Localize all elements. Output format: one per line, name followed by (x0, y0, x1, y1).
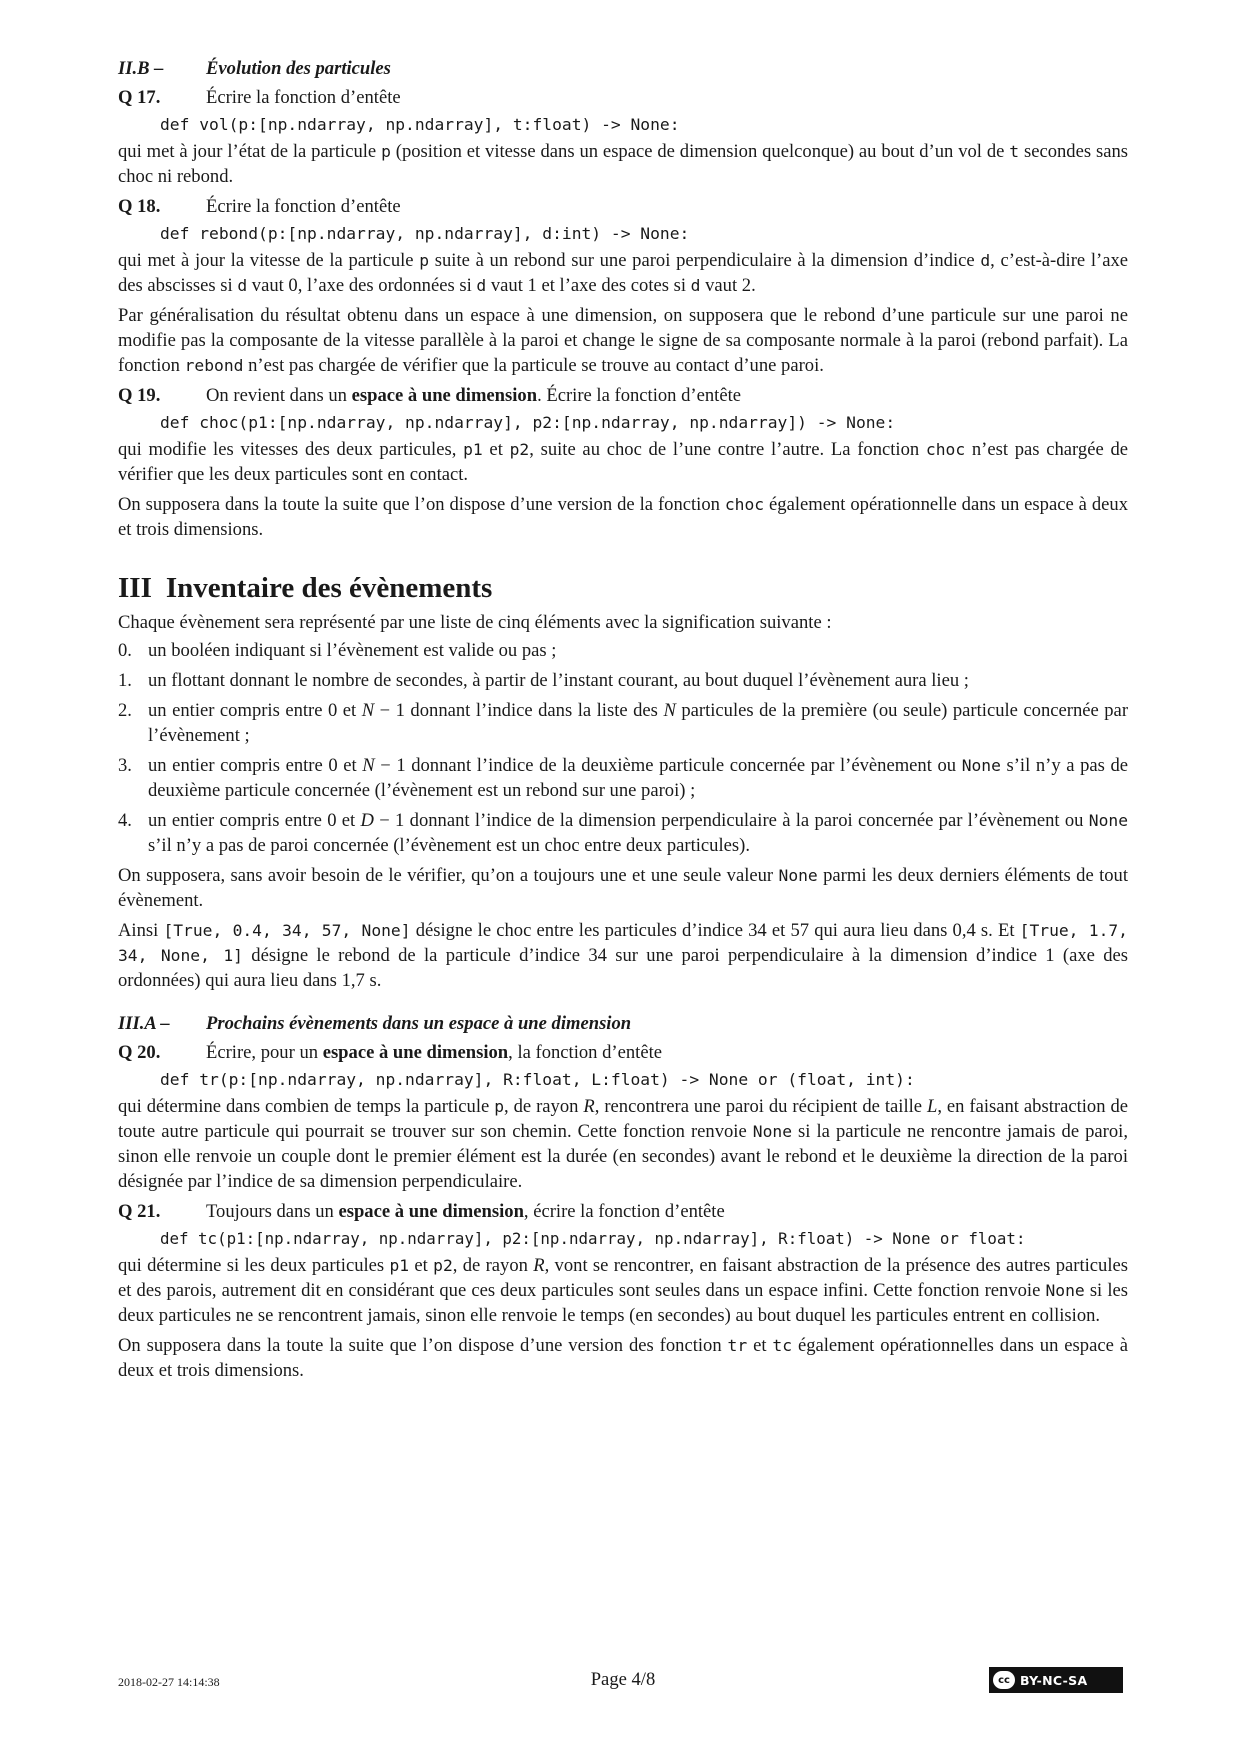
paragraph: Par généralisation du résultat obtenu dans un espace à une dimension, on supposera que le rebond d’une particule sur une paroi ne modifie pas la composante de la vitesse parallèle à la paroi et change le signe de sa composante normale à la paroi (rebond parfait). La fonction rebond n’est pas chargée de vérifier que la particule se trouve au contact d’une paroi. (118, 305, 1128, 376)
event-element-list (118, 638, 1128, 858)
section-heading-IIIA: III.A – Prochains évènements dans un espace à une dimension (118, 1013, 632, 1034)
question-19: Q 19. On revient dans un espace à une dimension. Écrire la fonction d’entête (118, 385, 741, 406)
list-item: 3. un entier compris entre 0 et N − 1 donnant l’indice de la deuxième particule concernée par l’évènement ou None s’il n’y a pas de deuxième particule concernée (l’évènement est un rebond sur une paroi) ; (118, 755, 1128, 801)
paragraph: qui met à jour l’état de la particule p (position et vitesse dans un espace de dimension quelconque) au bout d’un vol de t secondes sans choc ni rebond. (118, 141, 1128, 187)
section-number: II.B – (118, 58, 164, 79)
list-item: 1. un flottant donnant le nombre de secondes, à partir de l’instant courant, au bout duquel l’évènement aura lieu ; (118, 670, 969, 691)
section-heading-III: III Inventaire des évènements (118, 572, 493, 604)
page-footer (118, 1665, 1128, 1695)
paragraph: On supposera dans la toute la suite que l’on dispose d’une version des fonction tr et tc également opérationnelles dans un espace à deux et trois dimensions. (118, 1335, 1128, 1381)
question-21: Q 21. Toujours dans un espace à une dimension, écrire la fonction d’entête (118, 1201, 725, 1222)
list-item: 2. un entier compris entre 0 et N − 1 donnant l’indice dans la liste des N particules de la première (ou seule) particule concernée par l’évènement ; (118, 700, 1129, 746)
question-label: Q 21. (118, 1201, 161, 1222)
paragraph: On supposera, sans avoir besoin de le vérifier, qu’on a toujours une et une seule valeur None parmi les deux derniers éléments de tout évènement. (118, 865, 1129, 911)
question-17 (118, 85, 1128, 110)
code-signature-vol: def vol(p:[np.ndarray, np.ndarray], t:float) -> None: (160, 115, 680, 134)
cc-icon: cc (993, 1671, 1015, 1689)
code-signature-choc: def choc(p1:[np.ndarray, np.ndarray], p2:[np.ndarray, np.ndarray]) -> None: (160, 413, 896, 432)
paragraph: qui modifie les vitesses des deux particules, p1 et p2, suite au choc de l’une contre l’autre. La fonction choc n’est pas chargée de vérifier que les deux particules sont en contact. (118, 439, 1128, 485)
paragraph: qui met à jour la vitesse de la particule p suite à un rebond sur une paroi perpendiculaire à la dimension d’indice d, c’est-à-dire l’axe des abscisses si d vaut 0, l’axe des ordonnées si d vaut 1 et l’axe des cotes si d vaut 2. (118, 250, 1129, 296)
question-18 (118, 194, 1128, 219)
document-page (118, 56, 1128, 1388)
question-20: Q 20. Écrire, pour un espace à une dimension, la fonction d’entête (118, 1042, 662, 1063)
question-label: Q 19. (118, 385, 161, 406)
list-item: 0. un booléen indiquant si l’évènement est valide ou pas ; (118, 640, 557, 661)
license-text: BY-NC-SA (1020, 1672, 1088, 1688)
paragraph: qui détermine dans combien de temps la particule p, de rayon R, rencontrera une paroi du récipient de taille L, en faisant abstraction de toute autre particule qui pourrait se trouver sur son chemin. Cette fonction renvoie None si la particule ne rencontre jamais de paroi, sinon elle renvoie un couple dont le premier élément est la durée (en secondes) avant le rebond et le deuxième la direction de la paroi désignée par l’indice de sa dimension perpendiculaire. (118, 1096, 1128, 1192)
page-number: Page 4/8 (590, 1669, 656, 1690)
paragraph: Chaque évènement sera représenté par une liste de cinq éléments avec la signification suivante : (118, 612, 832, 633)
question-label: Q 20. (118, 1042, 161, 1063)
paragraph: On supposera dans la toute la suite que l’on dispose d’une version de la fonction choc également opérationnelle dans un espace à deux et trois dimensions. (118, 494, 1128, 540)
license-badge (989, 1667, 1123, 1693)
paragraph: qui détermine si les deux particules p1 et p2, de rayon R, vont se rencontrer, en faisant abstraction de la présence des autres particules et des parois, autrement dit en considérant que ces deux particules sont seules dans un espace infini. Cette fonction renvoie None si les deux particules ne se rencontrent jamais, sinon elle renvoie le temps (en secondes) au bout duquel les particules entrent en collision. (118, 1255, 1129, 1326)
question-lead: Écrire la fonction d’entête (206, 196, 401, 217)
question-label: Q 17. (118, 87, 161, 108)
code-signature-tc: def tc(p1:[np.ndarray, np.ndarray], p2:[np.ndarray, np.ndarray], R:float) -> None or float: (160, 1229, 1026, 1248)
question-label: Q 18. (118, 196, 161, 217)
list-item: 4. un entier compris entre 0 et D − 1 donnant l’indice de la dimension perpendiculaire à la paroi concernée par l’évènement ou None s’il n’y a pas de paroi concernée (l’évènement est un choc entre deux particules). (118, 810, 1128, 856)
timestamp: 2018-02-27 14:14:38 (118, 1675, 220, 1689)
code-signature-tr: def tr(p:[np.ndarray, np.ndarray], R:float, L:float) -> None or (float, int): (160, 1070, 915, 1089)
paragraph: Ainsi [True, 0.4, 34, 57, None] désigne le choc entre les particules d’indice 34 et 57 qui aura lieu dans 0,4 s. Et [True, 1.7, 34, None, 1] désigne le rebond de la particule d’indice 34 sur une paroi perpendiculaire à la dimension d’indice 1 (axe des ordonnées) qui aura lieu dans 1,7 s. (118, 920, 1128, 991)
section-heading-IIB (118, 56, 1128, 81)
question-lead: Écrire la fonction d’entête (206, 87, 401, 108)
code-signature-rebond: def rebond(p:[np.ndarray, np.ndarray], d:int) -> None: (160, 224, 690, 243)
section-title: Évolution des particules (206, 58, 391, 79)
